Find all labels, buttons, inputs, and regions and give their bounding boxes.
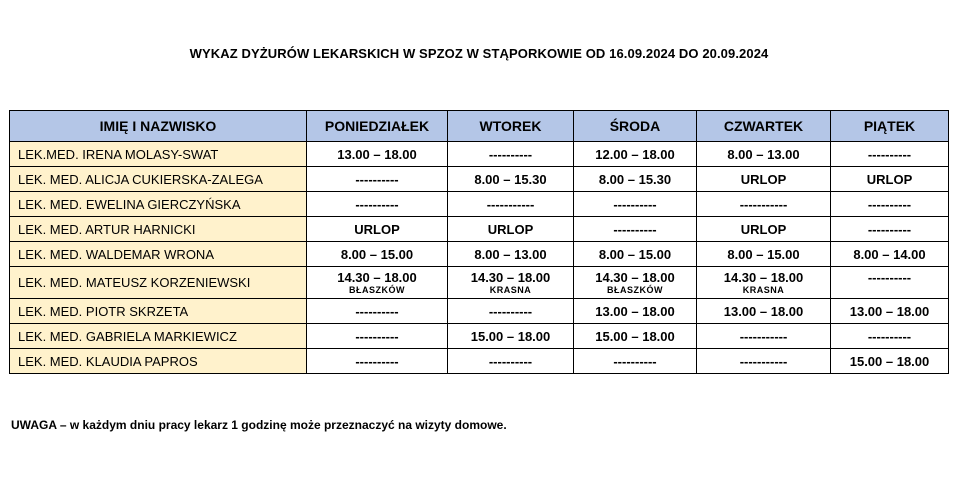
duty-hours: ----------- [739,353,788,369]
schedule-cell-friday [831,167,949,192]
doctor-name-cell: LEK. MED. ARTUR HARNICKI [10,217,307,242]
schedule-cell-friday [831,267,949,299]
schedule-cell-thursday [697,349,831,374]
schedule-cell-wednesday [574,242,697,267]
table-row [10,142,949,167]
duty-hours: 13.00 – 18.00 [849,303,930,319]
duty-hours: ----------- [739,196,788,212]
duty-hours: ---------- [867,146,912,162]
duty-hours: 14.30 – 18.00 [337,270,417,285]
schedule-cell-wednesday [574,267,697,299]
duty-hours: 14.30 – 18.00 [595,270,675,285]
schedule-cell-wednesday [574,142,697,167]
schedule-cell-thursday [697,142,831,167]
schedule-cell-wednesday [574,167,697,192]
duty-hours: ----------- [739,328,788,344]
table-header-row [10,111,949,142]
note-text: UWAGA – w każdym dniu pracy lekarz 1 godzinę może przeznaczyć na wizyty domowe. [11,418,507,432]
schedule-cell-wednesday [574,217,697,242]
duty-hours: 14.30 – 18.00 [723,270,804,285]
schedule-cell-tuesday [448,299,574,324]
duty-hours: ----------- [486,196,535,212]
duty-hours: ---------- [355,196,399,212]
column-header-wednesday: ŚRODA [574,111,697,142]
duty-hours: 13.00 – 18.00 [337,146,417,162]
duty-hours: 15.00 – 18.00 [470,328,551,344]
duty-hours: ---------- [488,146,533,162]
schedule-cell-monday [307,167,448,192]
schedule-cell-monday [307,217,448,242]
duty-hours: ---------- [355,171,399,187]
schedule-cell-monday [307,349,448,374]
duty-hours: 8.00 – 15.30 [474,171,547,187]
doctor-name-cell: LEK.MED. IRENA MOLASY-SWAT [10,142,307,167]
duty-hours: 8.00 – 15.00 [340,246,414,262]
schedule-cell-thursday [697,242,831,267]
column-header-thursday: CZWARTEK [697,111,831,142]
duty-location: BŁASZKÓW [349,285,405,295]
duty-hours: ---------- [867,328,912,344]
schedule-cell-tuesday [448,142,574,167]
duty-hours: ---------- [355,353,399,369]
schedule-cell-friday [831,299,949,324]
duty-hours: URLOP [740,221,787,237]
duty-hours: 15.00 – 18.00 [849,353,930,369]
duty-hours: URLOP [487,221,534,237]
doctor-name-cell: LEK. MED. MATEUSZ KORZENIEWSKI [10,267,307,299]
schedule-cell-monday [307,267,448,299]
schedule-cell-friday [831,217,949,242]
duty-hours: 8.00 – 13.00 [727,146,800,162]
schedule-cell-wednesday [574,192,697,217]
schedule-cell-thursday [697,324,831,349]
schedule-cell-tuesday [448,349,574,374]
duty-hours: ---------- [867,270,912,285]
table-body [10,142,949,374]
schedule-cell-tuesday [448,217,574,242]
schedule-cell-thursday [697,299,831,324]
table-row [10,299,949,324]
duty-hours: ---------- [613,196,657,212]
duty-hours: 8.00 – 13.00 [474,246,547,262]
duty-location: KRASNA [489,285,532,295]
duty-hours: URLOP [354,221,400,237]
duty-hours: ---------- [613,221,657,237]
table-row [10,242,949,267]
duty-hours: ---------- [488,353,533,369]
doctor-name-cell: LEK. MED. PIOTR SKRZETA [10,299,307,324]
page-title: WYKAZ DYŻURÓW LEKARSKICH W SPZOZ W STĄPORKOWIE OD 16.09.2024 DO 20.09.2024 [189,46,769,61]
schedule-cell-friday [831,324,949,349]
schedule-cell-friday [831,142,949,167]
duty-hours: ---------- [355,303,399,319]
duty-hours: URLOP [740,171,787,187]
column-header-monday: PONIEDZIAŁEK [307,111,448,142]
column-header-name: IMIĘ I NAZWISKO [10,111,307,142]
duty-hours: 13.00 – 18.00 [595,303,675,319]
table-row [10,217,949,242]
duty-hours: 15.00 – 18.00 [595,328,675,344]
duty-hours: 8.00 – 15.00 [598,246,672,262]
duty-hours: 8.00 – 15.30 [598,171,672,187]
schedule-cell-tuesday [448,242,574,267]
doctor-name-cell: LEK. MED. GABRIELA MARKIEWICZ [10,324,307,349]
schedule-cell-thursday [697,167,831,192]
duty-hours: 8.00 – 15.00 [727,246,800,262]
schedule-cell-monday [307,242,448,267]
schedule-cell-monday [307,299,448,324]
table-row [10,267,949,299]
duty-hours: 8.00 – 14.00 [853,246,926,262]
schedule-cell-friday [831,349,949,374]
doctor-name-cell: LEK. MED. EWELINA GIERCZYŃSKA [10,192,307,217]
duty-hours: 12.00 – 18.00 [595,146,675,162]
duty-hours: URLOP [866,171,913,187]
table-row [10,167,949,192]
doctor-name-cell: LEK. MED. WALDEMAR WRONA [10,242,307,267]
duty-schedule-table [9,110,949,374]
schedule-cell-wednesday [574,324,697,349]
table-row [10,349,949,374]
schedule-cell-wednesday [574,299,697,324]
schedule-cell-monday [307,192,448,217]
schedule-cell-monday [307,324,448,349]
duty-hours: ---------- [355,328,399,344]
schedule-cell-thursday [697,217,831,242]
schedule-cell-friday [831,192,949,217]
schedule-cell-friday [831,242,949,267]
schedule-cell-thursday [697,267,831,299]
schedule-cell-monday [307,142,448,167]
schedule-cell-thursday [697,192,831,217]
column-header-friday: PIĄTEK [831,111,949,142]
table-row [10,324,949,349]
duty-hours: ---------- [488,303,533,319]
schedule-cell-tuesday [448,324,574,349]
duty-location: KRASNA [742,285,785,295]
duty-hours: ---------- [867,196,912,212]
schedule-cell-tuesday [448,167,574,192]
schedule-cell-tuesday [448,267,574,299]
schedule-cell-wednesday [574,349,697,374]
duty-hours: ---------- [613,353,657,369]
table-row [10,192,949,217]
duty-hours: 13.00 – 18.00 [723,303,804,319]
column-header-tuesday: WTOREK [448,111,574,142]
duty-location: BŁASZKÓW [607,285,663,295]
schedule-cell-tuesday [448,192,574,217]
duty-hours: ---------- [867,221,912,237]
doctor-name-cell: LEK. MED. KLAUDIA PAPROS [10,349,307,374]
duty-hours: 14.30 – 18.00 [470,270,551,285]
doctor-name-cell: LEK. MED. ALICJA CUKIERSKA-ZALEGA [10,167,307,192]
